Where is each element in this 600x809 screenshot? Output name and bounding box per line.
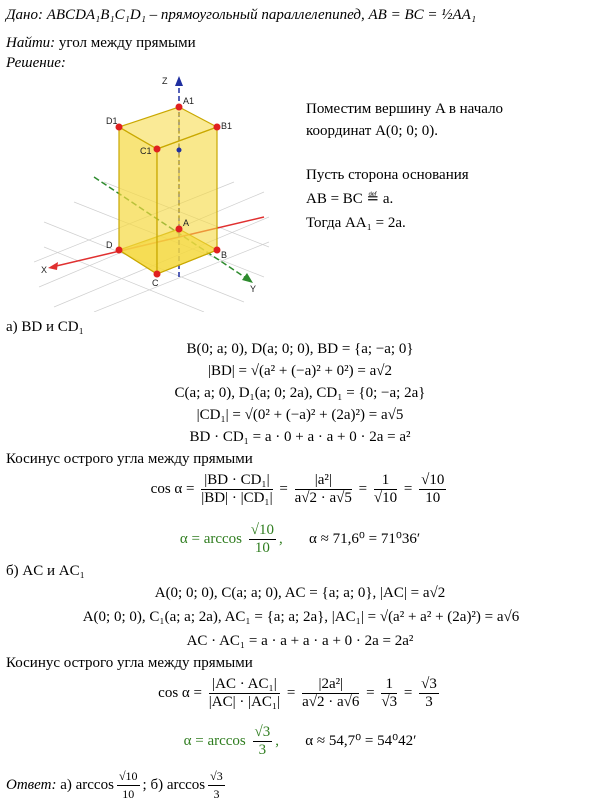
svg-text:A1: A1 — [183, 96, 195, 106]
intro-line-4: AB = BC ≝ a. — [306, 191, 394, 207]
part-b-cos-title: Косинус острого угла между прямыми — [6, 655, 253, 671]
intro-line-5: Тогда AA₁ = 2a. — [306, 215, 406, 231]
given-text: ABCDA₁B₁C₁D₁ – прямоугольный параллелепипед, AB = BC = ½AA₁ — [46, 7, 477, 23]
part-a-line-3: C(a; a; 0), D₁(a; 0; 2a), CD₁ = {0; −a; 2a} — [174, 385, 426, 401]
part-b-title: б) AC и AC₁ — [6, 563, 85, 579]
part-b-line-2: A(0; 0; 0), C₁(a; a; 2a), AC₁ = {a; a; 2a}, |AC₁| = √(a² + a² + (2a)²) = a√6 — [82, 609, 520, 625]
parallelepiped-figure — [34, 72, 274, 312]
part-b-line-3: AC · AC₁ = a · a + a · a + 0 · 2a = 2a² — [186, 633, 414, 649]
svg-text:Y: Y — [250, 284, 257, 294]
part-a-line-5: BD · CD₁ = a · 0 + a · a + 0 · 2a = a² — [189, 429, 411, 445]
part-a-answer: α = arccos $\frac{√10}{10}$ , α ≈ 71,6⁰ = 71⁰36′ — [179, 522, 421, 556]
part-a-line-1: B(0; a; 0), D(a; 0; 0), BD = {a; −a; 0} — [186, 341, 414, 357]
part-a-cos-title: Косинус острого угла между прямыми — [6, 451, 253, 467]
part-b-line-1: A(0; 0; 0), C(a; a; 0), AC = {a; a; 0}, |AC| = a√2 — [154, 585, 446, 601]
part-b-cos-formula: cos α = $\frac{\text{|AC · AC₁|}}{\text{|AC| · |AC₁|}}$ = $\frac{\text{|2a²|}}{a√2 \cdot a√6}$ = $\frac{1}{√3}$ = $\frac{√3}{3}$ — [158, 676, 437, 710]
solution-label: Решение: — [6, 55, 66, 71]
given-label: Дано: — [6, 7, 43, 23]
intro-line-1: Поместим вершину A в начало — [306, 101, 504, 117]
intro-line-3: Пусть сторона основания — [306, 167, 469, 183]
svg-text:D1: D1 — [106, 116, 118, 126]
svg-text:C: C — [152, 278, 159, 288]
part-a-line-4: |CD₁| = √(0² + (−a)² + (2a)²) = a√5 — [196, 407, 404, 423]
part-b-answer: α = arccos $\frac{√3}{3}$ , α ≈ 54,7⁰ = 54⁰42′ — [183, 724, 417, 758]
find-label: Найти: — [6, 35, 56, 51]
find-line — [6, 34, 196, 52]
svg-text:X: X — [41, 265, 48, 275]
part-a-line-2: |BD| = √(a² + (−a)² + 0²) = a√2 — [207, 363, 393, 379]
svg-text:Z: Z — [162, 76, 168, 86]
svg-text:B: B — [221, 250, 228, 260]
given-line — [6, 6, 476, 24]
svg-text:D: D — [106, 240, 113, 250]
svg-text:A: A — [183, 218, 190, 228]
final-answer: Ответ: а) arccos $\frac{√10}{10}$ ; б) arccos $\frac{√3}{3}$ — [6, 769, 223, 801]
svg-text:C1: C1 — [140, 146, 152, 156]
intro-line-2: координат A(0; 0; 0). — [306, 123, 438, 139]
find-text: угол между прямыми — [58, 35, 196, 51]
svg-text:B1: B1 — [221, 121, 233, 131]
part-a-title: а) BD и CD₁ — [6, 319, 84, 335]
part-a-cos-formula: cos α = $\frac{\text{|BD · CD₁|}}{\text{|BD| · |CD₁|}}$ = $\frac{\text{|a²|}}{a√2 \cdot a√5}$ = $\frac{1}{√10}$ = $\frac{√10}{10}$ — [150, 472, 445, 506]
